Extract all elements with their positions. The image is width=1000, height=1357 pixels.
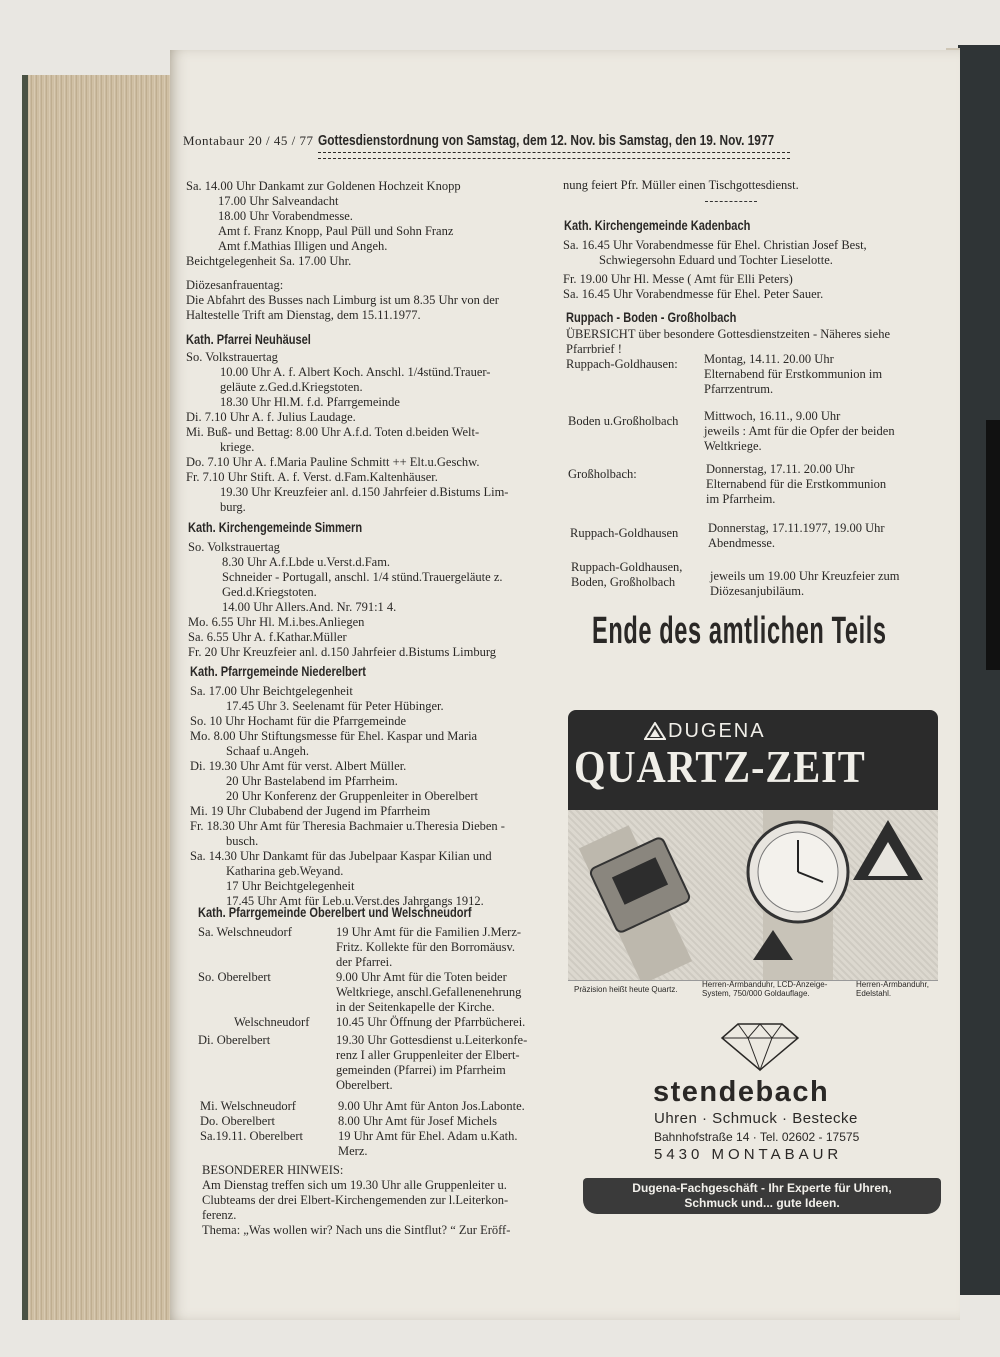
shop-address: Bahnhofstraße 14 · Tel. 02602 - 17575	[654, 1130, 860, 1144]
text-line: Fr. 20 Uhr Kreuzfeier anl. d.150 Jahrfeier d.Bistums Limburg	[188, 645, 497, 659]
section-heading: Kath. Pfarrgemeinde Oberelbert und Welschneudorf	[198, 905, 472, 920]
text-line: 10.00 Uhr A. f. Albert Koch. Anschl. 1/4stünd.Trauer-	[220, 365, 491, 379]
text-line: Fr. 18.30 Uhr Amt für Theresia Bachmaier u.Theresia Dieben -	[190, 819, 505, 833]
text-line: geläute z.Ged.d.Kriegstoten.	[220, 380, 363, 394]
text-line: Montag, 14.11. 20.00 Uhr	[704, 352, 834, 366]
text-line: So. Volkstrauertag	[186, 350, 278, 364]
text-line: Oberelbert.	[336, 1078, 393, 1092]
text-line: 8.00 Uhr Amt für Josef Michels	[338, 1114, 498, 1128]
book-cover-right	[958, 45, 1000, 1295]
text-line: 18.00 Uhr Vorabendmesse.	[218, 209, 353, 223]
book-page-edges	[22, 75, 178, 1320]
advert-caption-1: Präzision heißt heute Quartz.	[574, 985, 678, 994]
text-line: nung feiert Pfr. Müller einen Tischgottesdienst.	[563, 178, 799, 192]
text-line: Pfarrzentrum.	[704, 382, 774, 396]
text-line: Mi. 19 Uhr Clubabend der Jugend im Pfarrheim	[190, 804, 431, 818]
text-line: 19 Uhr Amt für Ehel. Adam u.Kath.	[338, 1129, 518, 1143]
text-line: Do. 7.10 Uhr A. f.Maria Pauline Schmitt ++ Elt.u.Geschw.	[186, 455, 480, 469]
text-line: Abendmesse.	[708, 536, 775, 550]
text-line: gemeinden (Pfarrei) im Pfarrheim	[336, 1063, 506, 1077]
text-line: So. Volkstrauertag	[188, 540, 280, 554]
text-line: 17.00 Uhr Salveandacht	[218, 194, 339, 208]
text-line: Di. 7.10 Uhr A. f. Julius Laudage.	[186, 410, 356, 424]
text-line: Amt f. Franz Knopp, Paul Püll und Sohn Franz	[218, 224, 454, 238]
text-line: Ruppach-Goldhausen	[570, 526, 679, 540]
page-reference: Montabaur 20 / 45 / 77	[183, 133, 314, 148]
advert-caption-3a: Herren-Armbanduhr,	[856, 980, 929, 989]
diamond-logo-icon	[720, 1022, 800, 1072]
text-line: Ruppach-Goldhausen:	[566, 357, 678, 371]
text-line: 17.45 Uhr Amt für Leb.u.Verst.des Jahrgangs 1912.	[226, 894, 484, 908]
text-line: Sa. 14.00 Uhr Dankamt zur Goldenen Hochzeit Knopp	[186, 179, 461, 193]
advert-caption-2b: System, 750/000 Goldauflage.	[702, 989, 810, 998]
text-line: Thema: „Was wollen wir? Nach uns die Sintflut? “ Zur Eröff-	[202, 1223, 511, 1237]
text-line: Di. 19.30 Uhr Amt für verst. Albert Müller.	[190, 759, 407, 773]
text-line: Fr. 19.00 Uhr Hl. Messe ( Amt für Elli Peters)	[563, 272, 793, 286]
text-line: Donnerstag, 17.11. 20.00 Uhr	[706, 462, 855, 476]
text-line: Diözesanfrauentag:	[186, 278, 284, 292]
text-line: Pfarrbrief !	[566, 342, 622, 356]
text-line: Sa. 6.55 Uhr A. f.Kathar.Müller	[188, 630, 347, 644]
page-title: Gottesdienstordnung von Samstag, dem 12. Nov. bis Samstag, den 19. Nov. 1977	[318, 133, 775, 149]
text-line: kriege.	[220, 440, 255, 454]
text-line: 19.30 Uhr Kreuzfeier anl. d.150 Jahrfeier d.Bistums Lim-	[220, 485, 509, 499]
advert-headline: QUARTZ-ZEIT	[574, 741, 866, 792]
shop-products: Uhren · Schmuck · Bestecke	[654, 1110, 858, 1127]
text-line: Schneider - Portugall, anschl. 1/4 stünd.Trauergeläute z.	[222, 570, 503, 584]
text-line: 14.00 Uhr Allers.And. Nr. 791:1 4.	[222, 600, 397, 614]
text-line: Fritz. Kollekte für den Borromäusv.	[336, 940, 516, 954]
shop-city: 5430 MONTABAUR	[654, 1146, 843, 1163]
text-line: Sa. 14.30 Uhr Dankamt für das Jubelpaar Kaspar Kilian und	[190, 849, 492, 863]
text-line: Do. Oberelbert	[200, 1114, 275, 1128]
text-line: Am Dienstag treffen sich um 19.30 Uhr alle Gruppenleiter u.	[202, 1178, 507, 1192]
section-heading: Kath. Pfarrgemeinde Niederelbert	[190, 664, 366, 679]
text-line: Beichtgelegenheit Sa. 17.00 Uhr.	[186, 254, 352, 268]
text-line: Amt f.Mathias Illigen und Angeh.	[218, 239, 388, 253]
text-line: der Pfarrei.	[336, 955, 393, 969]
text-line: So. 10 Uhr Hochamt für die Pfarrgemeinde	[190, 714, 407, 728]
text-line: Mo. 6.55 Uhr Hl. M.i.bes.Anliegen	[188, 615, 365, 629]
text-line: Elternabend für Erstkommunion im	[704, 367, 883, 381]
text-line: jeweils : Amt für die Opfer der beiden	[704, 424, 895, 438]
text-line: Mo. 8.00 Uhr Stiftungsmesse für Ehel. Kaspar und Maria	[190, 729, 478, 743]
text-line: Ged.d.Kriegstoten.	[222, 585, 317, 599]
text-line: burg.	[220, 500, 246, 514]
title-rule	[318, 152, 790, 159]
text-line: in der Seitenkapelle der Kirche.	[336, 1000, 495, 1014]
text-line: 19 Uhr Amt für die Familien J.Merz-	[336, 925, 522, 939]
shop-banner	[583, 1178, 941, 1214]
text-line: 8.30 Uhr A.f.Lbde u.Verst.d.Fam.	[222, 555, 391, 569]
text-line: Katharina geb.Weyand.	[226, 864, 344, 878]
text-line: im Pfarrheim.	[706, 492, 776, 506]
cover-dark-band	[986, 420, 1000, 670]
text-line: Boden, Großholbach	[571, 575, 676, 589]
text-line: Di. Oberelbert	[198, 1033, 271, 1047]
advert-caption-3b: Edelstahl.	[856, 989, 892, 998]
text-line: Haltestelle Trift am Dienstag, dem 15.11.1977.	[186, 308, 421, 322]
text-line: 9.00 Uhr Amt für Anton Jos.Labonte.	[338, 1099, 525, 1113]
text-line: So. Oberelbert	[198, 970, 271, 984]
text-line: renz I aller Gruppenleiter der Elbert-	[336, 1048, 520, 1062]
notice-heading: Ende des amtlichen Teils	[592, 610, 887, 652]
text-line: 19.30 Uhr Gottesdienst u.Leiterkonfe-	[336, 1033, 528, 1047]
text-line: Sa. 16.45 Uhr Vorabendmesse für Ehel. Christian Josef Best,	[563, 238, 867, 252]
text-line: Mittwoch, 16.11., 9.00 Uhr	[704, 409, 841, 423]
text-line: BESONDERER HINWEIS:	[202, 1163, 344, 1177]
text-line: Fr. 7.10 Uhr Stift. A. f. Verst. d.Fam.Kaltenhäuser.	[186, 470, 438, 484]
text-line: Weltkriege.	[704, 439, 762, 453]
text-line: Die Abfahrt des Busses nach Limburg ist um 8.35 Uhr von der	[186, 293, 499, 307]
section-divider	[705, 201, 757, 202]
text-line: Donnerstag, 17.11.1977, 19.00 Uhr	[708, 521, 885, 535]
text-line: Weltkriege, anschl.Gefallenenehrung	[336, 985, 522, 999]
text-line: Großholbach:	[568, 467, 637, 481]
section-heading: Ruppach - Boden - Großholbach	[566, 310, 737, 325]
text-line: Merz.	[338, 1144, 368, 1158]
advert-caption-2a: Herren-Armbanduhr, LCD-Anzeige-	[702, 980, 828, 989]
section-heading: Kath. Pfarrei Neuhäusel	[186, 332, 311, 347]
dugena-advert	[568, 710, 938, 1000]
banner-line-2: Schmuck und... gute Ideen.	[684, 1196, 840, 1210]
text-line: Mi. Welschneudorf	[200, 1099, 296, 1113]
watch-illustration	[568, 810, 938, 980]
shop-name: stendebach	[653, 1076, 830, 1108]
text-line: Sa. 16.45 Uhr Vorabendmesse für Ehel. Peter Sauer.	[563, 287, 824, 301]
text-line: Schwiegersohn Eduard und Tochter Lieselotte.	[599, 253, 833, 267]
text-line: Sa.19.11. Oberelbert	[200, 1129, 303, 1143]
watches-photo	[568, 810, 938, 981]
text-line: jeweils um 19.00 Uhr Kreuzfeier zum	[710, 569, 900, 583]
advert-header	[568, 710, 938, 810]
text-line: Clubteams der drei Elbert-Kirchengemenden zur l.Leiterkon-	[202, 1193, 509, 1207]
text-line: 17 Uhr Beichtgelegenheit	[226, 879, 355, 893]
text-line: 18.30 Uhr Hl.M. f.d. Pfarrgemeinde	[220, 395, 400, 409]
text-line: 9.00 Uhr Amt für die Toten beider	[336, 970, 507, 984]
text-line: Welschneudorf	[234, 1015, 310, 1029]
text-line: Ruppach-Goldhausen,	[571, 560, 683, 574]
text-line: 10.45 Uhr Öffnung der Pfarrbücherei.	[336, 1015, 526, 1029]
section-heading: Kath. Kirchengemeinde Kadenbach	[564, 218, 751, 233]
section-heading: Kath. Kirchengemeinde Simmern	[188, 520, 363, 535]
text-line: 20 Uhr Konferenz der Gruppenleiter in Oberelbert	[226, 789, 478, 803]
text-line: Sa. Welschneudorf	[198, 925, 292, 939]
dugena-logo-icon	[644, 722, 666, 740]
advert-brand: DUGENA	[668, 720, 766, 742]
text-line: Elternabend für die Erstkommunion	[706, 477, 887, 491]
banner-line-1: Dugena-Fachgeschäft - Ihr Experte für Uhren,	[632, 1181, 892, 1195]
text-line: Diözesanjubiläum.	[710, 584, 805, 598]
text-line: busch.	[226, 834, 259, 848]
text-line: Mi. Buß- und Bettag: 8.00 Uhr A.f.d. Toten d.beiden Welt-	[186, 425, 480, 439]
text-line: ÜBERSICHT über besondere Gottesdienstzeiten - Näheres siehe	[566, 327, 890, 341]
text-line: Schaaf u.Angeh.	[226, 744, 309, 758]
text-line: Boden u.Großholbach	[568, 414, 679, 428]
text-line: Sa. 17.00 Uhr Beichtgelegenheit	[190, 684, 353, 698]
text-line: 20 Uhr Bastelabend im Pfarrheim.	[226, 774, 398, 788]
text-line: 17.45 Uhr 3. Seelenamt für Peter Hübinger.	[226, 699, 444, 713]
text-line: ferenz.	[202, 1208, 237, 1222]
